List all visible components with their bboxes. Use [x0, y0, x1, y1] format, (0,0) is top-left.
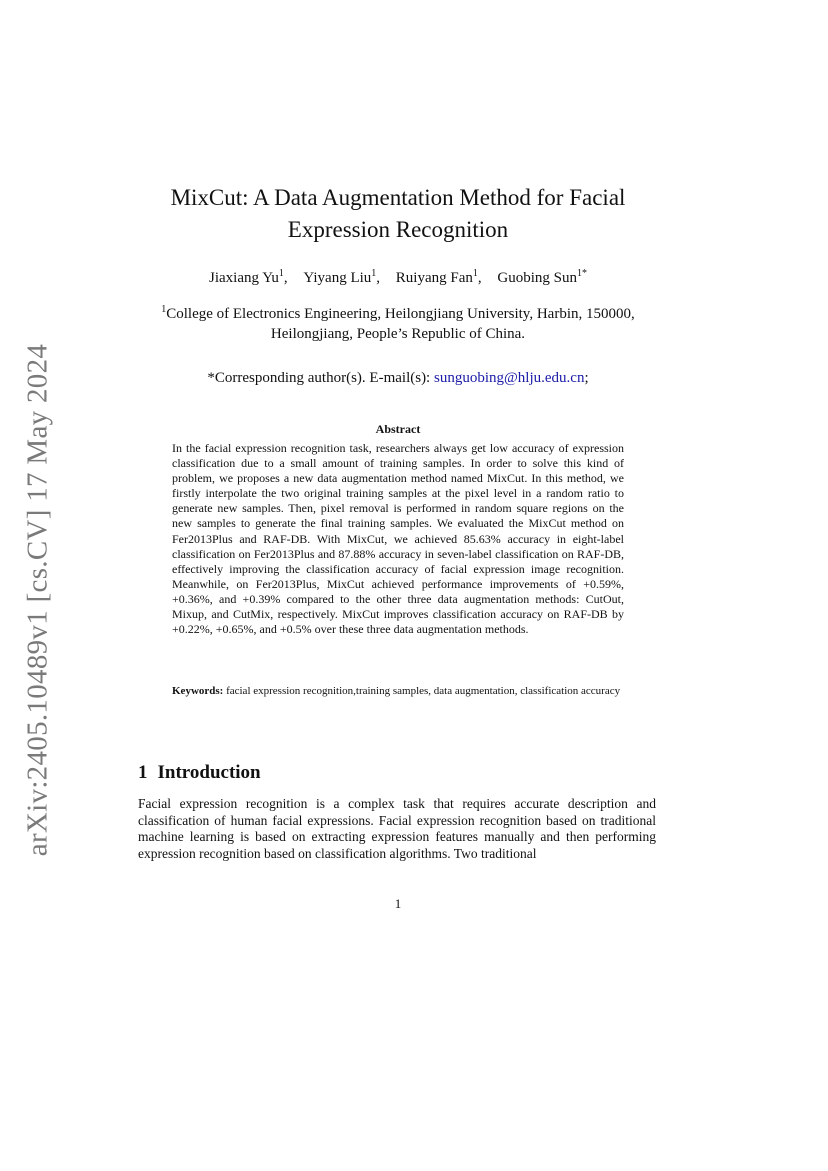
author-affil-mark: 1*: [576, 268, 587, 279]
corresponding-author: [120, 370, 676, 387]
affiliation-mark: 1: [161, 304, 167, 315]
section-title-text: Introduction: [157, 762, 261, 783]
keywords-label: Keywords:: [172, 685, 224, 697]
paper-title: MixCut: A Data Augmentation Method for Facial Expression Recognition: [170, 185, 626, 242]
author-list: [120, 268, 676, 287]
introduction-paragraph: Facial expression recognition is a complex task that requires accurate description and classification of human facial expressions. Facial expression recognition based on traditional machine learning is based on extracting expression features manually and then performing expression recognition based on classification algorithms. Two traditional: [138, 796, 656, 861]
abstract-body: In the facial expression recognition task, researchers always get low accuracy of expression classification due to a small amount of training samples. In order to solve this kind of problem, we proposes a new data augmentation method named MixCut. In this method, we firstly interpolate the two original training samples at the pixel level in a random ratio to generate new samples. Then, pixel removal is performed in random square regions on the new samples to generate the final training samples. We evaluated the MixCut method on Fer2013Plus and RAF-DB. With MixCut, we achieved 85.63% accuracy in eight-label classification on Fer2013Plus and 87.88% accuracy in seven-label classification on RAF-DB, effectively improving the classification accuracy of facial expression image recognition. Meanwhile, on Fer2013Plus, MixCut achieved performance improvements of +0.59%, +0.36%, and +0.39% compared to the other three data augmentation methods: CutOut, Mixup, and CutMix, respectively. MixCut improves classification accuracy on RAF-DB by +0.22%, +0.65%, and +0.5% over these three data augmentation methods.: [172, 441, 624, 637]
email-link[interactable]: sunguobing@hlju.edu.cn: [433, 370, 585, 386]
author-2: Yiyang Liu$^1$,: [303, 268, 381, 286]
author-name: Guobing Sun: [497, 270, 577, 286]
affiliation: [160, 300, 636, 344]
arxiv-identifier: arXiv:2405.10489v1 [cs.CV] 17 May 2024: [21, 343, 54, 857]
affiliation-text: College of Electronics Engineering, Heilongjiang University, Harbin, 150000, Heilongjiang, People’s Republic of China.: [166, 306, 635, 342]
corresponding-suffix: ;: [584, 370, 589, 386]
author-3: Ruiyang Fan$^1$,: [395, 268, 482, 286]
keywords-text: facial expression recognition,training samples, data augmentation, classification accuracy: [223, 685, 621, 697]
section-heading: [138, 762, 261, 784]
author-affil-mark: 1: [371, 268, 377, 279]
author-name: Jiaxiang Yu: [209, 270, 279, 286]
corresponding-prefix: *Corresponding author(s). E-mail(s):: [207, 370, 434, 386]
abstract-heading: Abstract: [375, 422, 421, 436]
author-affil-mark: 1: [472, 268, 478, 279]
keywords: [172, 684, 624, 698]
author-4: [497, 270, 587, 286]
section-number: 1: [138, 762, 148, 783]
author-1: Jiaxiang Yu$^1$,: [209, 268, 288, 286]
author-name: Yiyang Liu: [303, 270, 372, 286]
author-name: Ruiyang Fan: [395, 270, 473, 286]
author-affil-mark: 1: [278, 268, 284, 279]
page-number: 1: [394, 896, 402, 911]
